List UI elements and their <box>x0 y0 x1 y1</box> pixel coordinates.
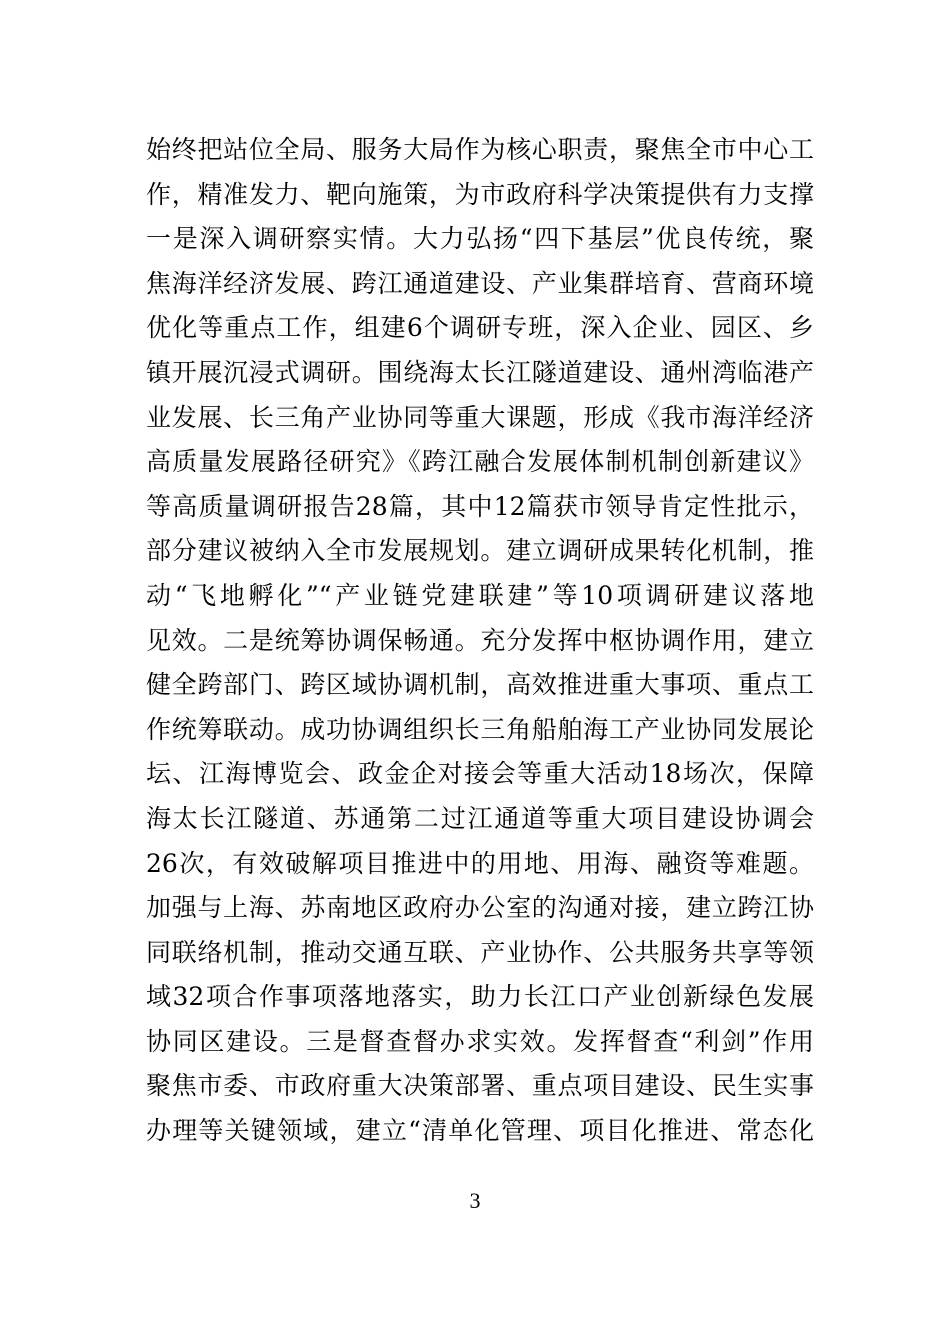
text-line: 域32项合作事项落地落实，助力长江口产业创新绿色发展 <box>146 982 814 1012</box>
body-text <box>146 128 814 1154</box>
text-line: 高质量发展路径研究》《跨江融合发展体制机制创新建议》 <box>146 447 814 477</box>
text-line: 加强与上海、苏南地区政府办公室的沟通对接，建立跨江协 <box>146 893 814 923</box>
text-line: 优化等重点工作，组建6个调研专班，深入企业、园区、乡 <box>146 313 814 343</box>
text-line: 同联络机制，推动交通互联、产业协作、公共服务共享等领 <box>146 937 814 967</box>
text-line: 一是深入调研察实情。大力弘扬“四下基层”优良传统，聚 <box>146 224 814 254</box>
text-line: 镇开展沉浸式调研。围绕海太长江隧道建设、通州湾临港产 <box>146 357 814 387</box>
text-line: 动“飞地孵化”“产业链党建联建”等10项调研建议落地 <box>146 580 814 610</box>
text-line: 见效。二是统筹协调保畅通。充分发挥中枢协调作用，建立 <box>146 625 814 655</box>
text-line: 始终把站位全局、服务大局作为核心职责，聚焦全市中心工 <box>146 135 814 164</box>
text-line: 坛、江海博览会、政金企对接会等重大活动18场次，保障 <box>146 759 814 789</box>
page-number: 3 <box>469 1188 481 1213</box>
text-line: 部分建议被纳入全市发展规划。建立调研成果转化机制，推 <box>146 536 814 566</box>
text-line: 26次，有效破解项目推进中的用地、用海、融资等难题。 <box>146 848 814 878</box>
text-line: 焦海洋经济发展、跨江通道建设、产业集群培育、营商环境 <box>146 268 814 298</box>
text-line: 协同区建设。三是督查督办求实效。发挥督查“利剑”作用 <box>146 1026 814 1056</box>
text-line: 等高质量调研报告28篇，其中12篇获市领导肯定性批示， <box>146 491 814 521</box>
text-line: 聚焦市委、市政府重大决策部署、重点项目建设、民生实事 <box>146 1071 814 1101</box>
text-line: 海太长江隧道、苏通第二过江通道等重大项目建设协调会 <box>146 803 814 833</box>
text-line: 作，精准发力、靶向施策，为市政府科学决策提供有力支撑 <box>146 179 814 209</box>
text-line: 办理等关键领域，建立“清单化管理、项目化推进、常态化 <box>146 1116 814 1146</box>
text-line: 作统筹联动。成功协调组织长三角船舶海工产业协同发展论 <box>146 714 814 744</box>
text-line: 业发展、长三角产业协同等重大课题，形成《我市海洋经济 <box>146 402 814 432</box>
text-line: 健全跨部门、跨区域协调机制，高效推进重大事项、重点工 <box>146 670 814 700</box>
